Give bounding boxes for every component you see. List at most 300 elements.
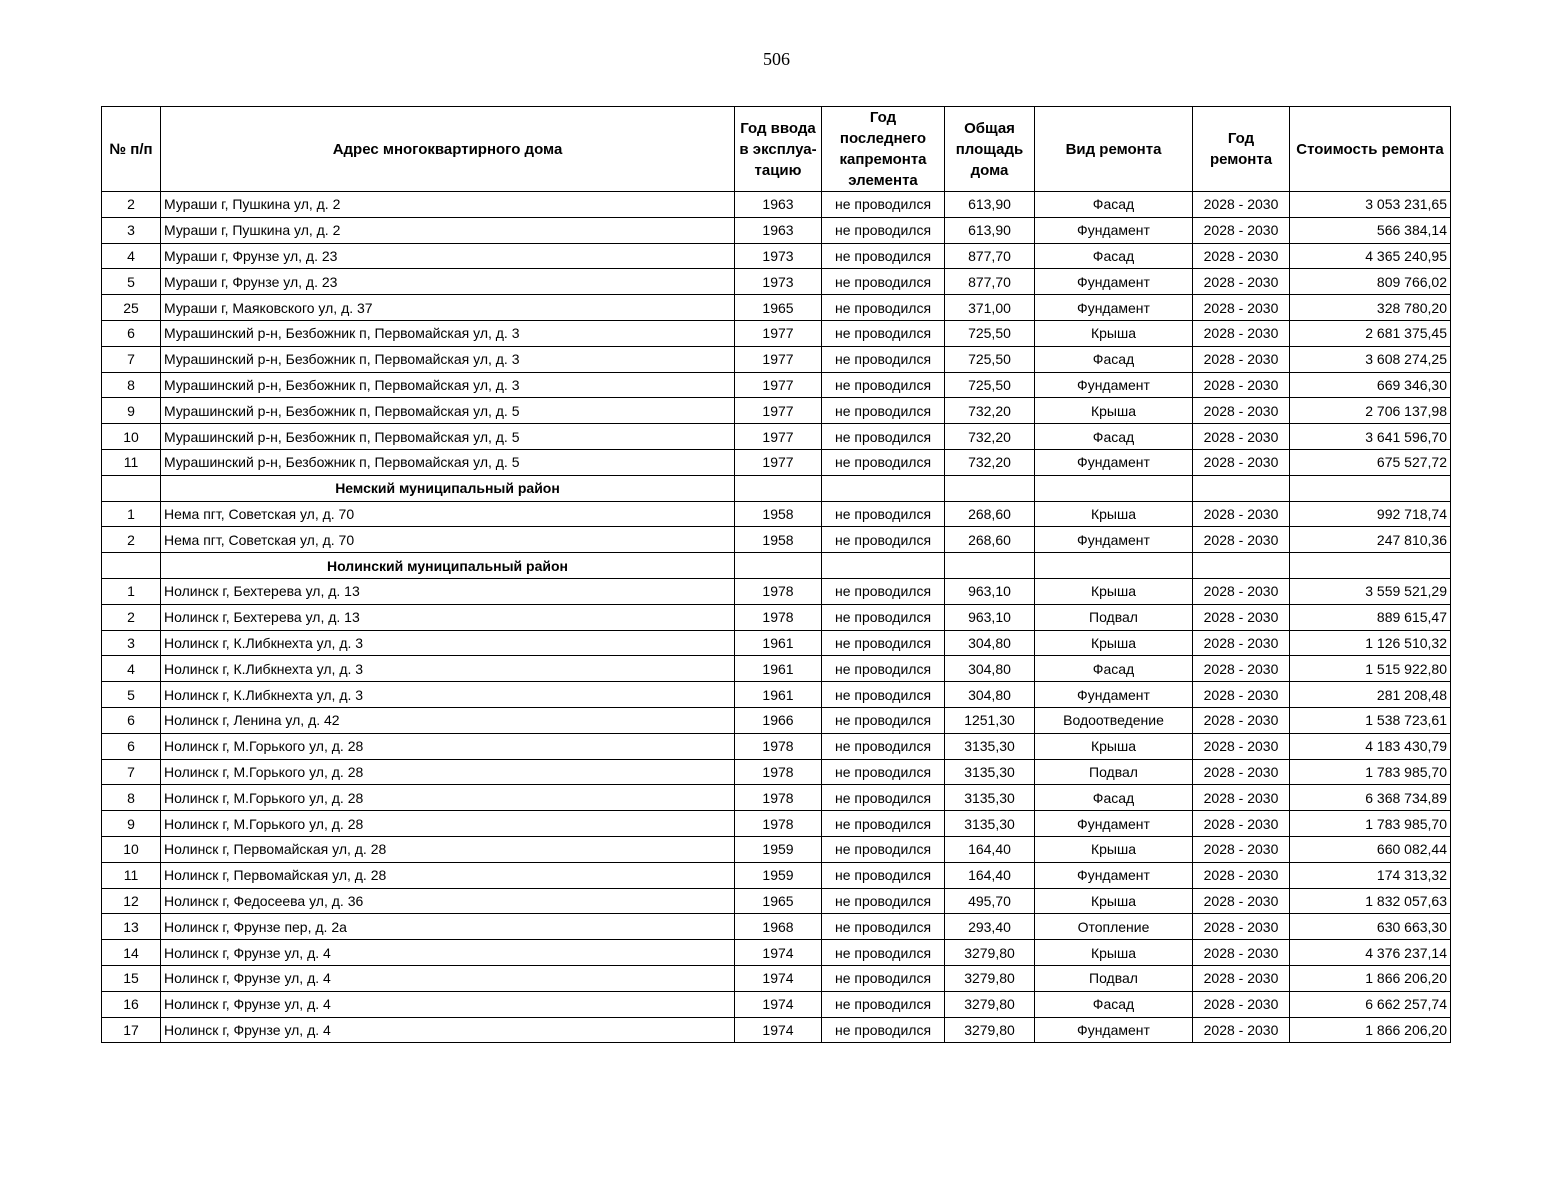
cell-last-repair: не проводился xyxy=(822,527,945,553)
table-row xyxy=(102,527,1451,553)
table-row xyxy=(102,965,1451,991)
section-title: Нолинский муниципальный район xyxy=(161,553,735,579)
cell-repair-type: Крыша xyxy=(1035,320,1193,346)
table-row xyxy=(102,682,1451,708)
section-row xyxy=(102,553,1451,579)
cell-last-repair: не проводился xyxy=(822,424,945,450)
table-row xyxy=(102,991,1451,1017)
cell-repair-year: 2028 - 2030 xyxy=(1193,217,1290,243)
cell-num: 2 xyxy=(102,604,161,630)
cell-num: 6 xyxy=(102,733,161,759)
cell-num: 8 xyxy=(102,372,161,398)
cell-last-repair: не проводился xyxy=(822,320,945,346)
empty-cell xyxy=(1035,553,1193,579)
cell-repair-type: Крыша xyxy=(1035,501,1193,527)
cell-year-built: 1977 xyxy=(735,372,822,398)
table-row xyxy=(102,630,1451,656)
table-row xyxy=(102,811,1451,837)
header-address: Адрес многоквартирного дома xyxy=(161,107,735,192)
cell-cost: 1 832 057,63 xyxy=(1290,888,1451,914)
cell-last-repair: не проводился xyxy=(822,759,945,785)
cell-year-built: 1977 xyxy=(735,320,822,346)
cell-year-built: 1963 xyxy=(735,192,822,218)
cell-repair-year: 2028 - 2030 xyxy=(1193,759,1290,785)
cell-num: 25 xyxy=(102,295,161,321)
cell-repair-type: Фундамент xyxy=(1035,527,1193,553)
cell-last-repair: не проводился xyxy=(822,811,945,837)
cell-num: 7 xyxy=(102,759,161,785)
cell-cost: 630 663,30 xyxy=(1290,914,1451,940)
cell-area: 725,50 xyxy=(945,372,1035,398)
table-row xyxy=(102,656,1451,682)
empty-cell xyxy=(945,553,1035,579)
cell-address: Нолинск г, М.Горького ул, д. 28 xyxy=(161,759,735,785)
cell-area: 963,10 xyxy=(945,604,1035,630)
cell-address: Нолинск г, Ленина ул, д. 42 xyxy=(161,707,735,733)
cell-last-repair: не проводился xyxy=(822,914,945,940)
cell-area: 3135,30 xyxy=(945,733,1035,759)
cell-num: 11 xyxy=(102,449,161,475)
cell-repair-year: 2028 - 2030 xyxy=(1193,424,1290,450)
cell-year-built: 1968 xyxy=(735,914,822,940)
cell-last-repair: не проводился xyxy=(822,269,945,295)
table-row xyxy=(102,295,1451,321)
cell-repair-type: Отопление xyxy=(1035,914,1193,940)
cell-area: 304,80 xyxy=(945,656,1035,682)
table-row xyxy=(102,707,1451,733)
cell-address: Нолинск г, Первомайская ул, д. 28 xyxy=(161,862,735,888)
header-repair-type: Вид ремонта xyxy=(1035,107,1193,192)
cell-repair-type: Фундамент xyxy=(1035,269,1193,295)
cell-cost: 809 766,02 xyxy=(1290,269,1451,295)
cell-address: Нолинск г, Первомайская ул, д. 28 xyxy=(161,836,735,862)
cell-cost: 1 783 985,70 xyxy=(1290,759,1451,785)
cell-repair-type: Фасад xyxy=(1035,346,1193,372)
cell-area: 164,40 xyxy=(945,836,1035,862)
cell-repair-year: 2028 - 2030 xyxy=(1193,914,1290,940)
header-num: № п/п xyxy=(102,107,161,192)
cell-repair-year: 2028 - 2030 xyxy=(1193,320,1290,346)
cell-last-repair: не проводился xyxy=(822,501,945,527)
cell-num: 4 xyxy=(102,243,161,269)
cell-last-repair: не проводился xyxy=(822,192,945,218)
cell-area: 613,90 xyxy=(945,217,1035,243)
cell-cost: 4 365 240,95 xyxy=(1290,243,1451,269)
table-row xyxy=(102,604,1451,630)
cell-year-built: 1974 xyxy=(735,940,822,966)
cell-repair-type: Крыша xyxy=(1035,940,1193,966)
cell-repair-type: Фундамент xyxy=(1035,449,1193,475)
cell-area: 268,60 xyxy=(945,501,1035,527)
cell-year-built: 1978 xyxy=(735,759,822,785)
table-row xyxy=(102,192,1451,218)
cell-num: 2 xyxy=(102,527,161,553)
cell-repair-year: 2028 - 2030 xyxy=(1193,243,1290,269)
cell-cost: 3 641 596,70 xyxy=(1290,424,1451,450)
cell-address: Нолинск г, М.Горького ул, д. 28 xyxy=(161,733,735,759)
table-row xyxy=(102,914,1451,940)
empty-cell xyxy=(822,553,945,579)
cell-repair-type: Фундамент xyxy=(1035,295,1193,321)
cell-repair-year: 2028 - 2030 xyxy=(1193,682,1290,708)
cell-last-repair: не проводился xyxy=(822,372,945,398)
cell-address: Нолинск г, Фрунзе пер, д. 2а xyxy=(161,914,735,940)
cell-repair-year: 2028 - 2030 xyxy=(1193,733,1290,759)
cell-repair-type: Фасад xyxy=(1035,424,1193,450)
cell-area: 877,70 xyxy=(945,243,1035,269)
cell-num: 3 xyxy=(102,217,161,243)
cell-cost: 1 866 206,20 xyxy=(1290,1017,1451,1043)
cell-last-repair: не проводился xyxy=(822,836,945,862)
cell-repair-type: Фундамент xyxy=(1035,682,1193,708)
cell-cost: 6 662 257,74 xyxy=(1290,991,1451,1017)
cell-year-built: 1959 xyxy=(735,836,822,862)
cell-area: 164,40 xyxy=(945,862,1035,888)
table-row xyxy=(102,320,1451,346)
cell-last-repair: не проводился xyxy=(822,449,945,475)
cell-repair-type: Крыша xyxy=(1035,888,1193,914)
empty-cell xyxy=(1193,475,1290,501)
cell-cost: 174 313,32 xyxy=(1290,862,1451,888)
cell-year-built: 1974 xyxy=(735,965,822,991)
cell-year-built: 1958 xyxy=(735,501,822,527)
cell-num: 6 xyxy=(102,320,161,346)
cell-repair-year: 2028 - 2030 xyxy=(1193,862,1290,888)
cell-area: 3279,80 xyxy=(945,965,1035,991)
cell-address: Нолинск г, М.Горького ул, д. 28 xyxy=(161,811,735,837)
cell-cost: 992 718,74 xyxy=(1290,501,1451,527)
cell-num: 5 xyxy=(102,682,161,708)
cell-address: Мураши г, Пушкина ул, д. 2 xyxy=(161,217,735,243)
empty-cell xyxy=(1290,553,1451,579)
empty-cell xyxy=(102,553,161,579)
table-row xyxy=(102,243,1451,269)
cell-year-built: 1963 xyxy=(735,217,822,243)
cell-address: Мурашинский р-н, Безбожник п, Первомайская ул, д. 3 xyxy=(161,346,735,372)
cell-num: 13 xyxy=(102,914,161,940)
cell-repair-year: 2028 - 2030 xyxy=(1193,346,1290,372)
cell-address: Нолинск г, К.Либкнехта ул, д. 3 xyxy=(161,682,735,708)
cell-area: 613,90 xyxy=(945,192,1035,218)
empty-cell xyxy=(1290,475,1451,501)
cell-last-repair: не проводился xyxy=(822,243,945,269)
cell-area: 304,80 xyxy=(945,630,1035,656)
cell-repair-year: 2028 - 2030 xyxy=(1193,940,1290,966)
table-row xyxy=(102,888,1451,914)
empty-cell xyxy=(1035,475,1193,501)
empty-cell xyxy=(822,475,945,501)
cell-year-built: 1978 xyxy=(735,785,822,811)
cell-cost: 4 183 430,79 xyxy=(1290,733,1451,759)
cell-address: Нолинск г, Бехтерева ул, д. 13 xyxy=(161,604,735,630)
cell-address: Мурашинский р-н, Безбожник п, Первомайская ул, д. 3 xyxy=(161,320,735,346)
cell-cost: 660 082,44 xyxy=(1290,836,1451,862)
cell-cost: 1 126 510,32 xyxy=(1290,630,1451,656)
cell-last-repair: не проводился xyxy=(822,785,945,811)
cell-repair-year: 2028 - 2030 xyxy=(1193,1017,1290,1043)
cell-cost: 247 810,36 xyxy=(1290,527,1451,553)
cell-num: 4 xyxy=(102,656,161,682)
cell-num: 6 xyxy=(102,707,161,733)
table-row xyxy=(102,398,1451,424)
cell-area: 963,10 xyxy=(945,578,1035,604)
cell-repair-year: 2028 - 2030 xyxy=(1193,192,1290,218)
cell-last-repair: не проводился xyxy=(822,888,945,914)
cell-last-repair: не проводился xyxy=(822,707,945,733)
cell-num: 9 xyxy=(102,398,161,424)
cell-address: Мурашинский р-н, Безбожник п, Первомайская ул, д. 3 xyxy=(161,372,735,398)
cell-num: 2 xyxy=(102,192,161,218)
cell-area: 1251,30 xyxy=(945,707,1035,733)
empty-cell xyxy=(735,475,822,501)
cell-repair-year: 2028 - 2030 xyxy=(1193,269,1290,295)
cell-year-built: 1961 xyxy=(735,630,822,656)
cell-repair-year: 2028 - 2030 xyxy=(1193,965,1290,991)
cell-repair-year: 2028 - 2030 xyxy=(1193,836,1290,862)
cell-repair-year: 2028 - 2030 xyxy=(1193,372,1290,398)
cell-num: 12 xyxy=(102,888,161,914)
cell-area: 725,50 xyxy=(945,346,1035,372)
cell-repair-year: 2028 - 2030 xyxy=(1193,501,1290,527)
cell-repair-year: 2028 - 2030 xyxy=(1193,527,1290,553)
cell-address: Мураши г, Фрунзе ул, д. 23 xyxy=(161,269,735,295)
cell-last-repair: не проводился xyxy=(822,656,945,682)
cell-year-built: 1978 xyxy=(735,604,822,630)
cell-repair-type: Водоотведение xyxy=(1035,707,1193,733)
cell-repair-year: 2028 - 2030 xyxy=(1193,604,1290,630)
cell-year-built: 1977 xyxy=(735,424,822,450)
header-year-built: Год ввода в эксплуа-тацию xyxy=(735,107,822,192)
cell-repair-type: Фундамент xyxy=(1035,862,1193,888)
cell-num: 15 xyxy=(102,965,161,991)
cell-year-built: 1977 xyxy=(735,449,822,475)
cell-num: 10 xyxy=(102,424,161,450)
cell-last-repair: не проводился xyxy=(822,295,945,321)
cell-cost: 675 527,72 xyxy=(1290,449,1451,475)
header-area: Общая площадь дома xyxy=(945,107,1035,192)
cell-repair-year: 2028 - 2030 xyxy=(1193,578,1290,604)
cell-repair-type: Фундамент xyxy=(1035,372,1193,398)
cell-area: 732,20 xyxy=(945,398,1035,424)
cell-address: Нема пгт, Советская ул, д. 70 xyxy=(161,527,735,553)
cell-cost: 3 608 274,25 xyxy=(1290,346,1451,372)
cell-repair-type: Фасад xyxy=(1035,243,1193,269)
cell-repair-type: Подвал xyxy=(1035,759,1193,785)
cell-cost: 281 208,48 xyxy=(1290,682,1451,708)
cell-address: Нолинск г, К.Либкнехта ул, д. 3 xyxy=(161,630,735,656)
cell-area: 732,20 xyxy=(945,449,1035,475)
cell-area: 725,50 xyxy=(945,320,1035,346)
table-row xyxy=(102,836,1451,862)
table-row xyxy=(102,733,1451,759)
cell-repair-year: 2028 - 2030 xyxy=(1193,991,1290,1017)
cell-cost: 328 780,20 xyxy=(1290,295,1451,321)
cell-repair-type: Крыша xyxy=(1035,836,1193,862)
cell-repair-type: Фундамент xyxy=(1035,217,1193,243)
cell-year-built: 1977 xyxy=(735,346,822,372)
cell-num: 14 xyxy=(102,940,161,966)
table-row xyxy=(102,372,1451,398)
cell-year-built: 1974 xyxy=(735,1017,822,1043)
cell-area: 371,00 xyxy=(945,295,1035,321)
cell-cost: 1 866 206,20 xyxy=(1290,965,1451,991)
cell-area: 3279,80 xyxy=(945,1017,1035,1043)
cell-year-built: 1978 xyxy=(735,578,822,604)
cell-num: 11 xyxy=(102,862,161,888)
cell-last-repair: не проводился xyxy=(822,862,945,888)
cell-area: 3279,80 xyxy=(945,991,1035,1017)
cell-year-built: 1973 xyxy=(735,243,822,269)
cell-area: 3279,80 xyxy=(945,940,1035,966)
header-repair-year: Год ремонта xyxy=(1193,107,1290,192)
cell-cost: 889 615,47 xyxy=(1290,604,1451,630)
cell-year-built: 1961 xyxy=(735,656,822,682)
cell-num: 16 xyxy=(102,991,161,1017)
cell-last-repair: не проводился xyxy=(822,578,945,604)
cell-num: 17 xyxy=(102,1017,161,1043)
cell-year-built: 1978 xyxy=(735,733,822,759)
cell-repair-type: Фасад xyxy=(1035,656,1193,682)
cell-cost: 566 384,14 xyxy=(1290,217,1451,243)
cell-repair-year: 2028 - 2030 xyxy=(1193,398,1290,424)
table-row xyxy=(102,1017,1451,1043)
empty-cell xyxy=(1193,553,1290,579)
table-row xyxy=(102,578,1451,604)
cell-address: Мураши г, Пушкина ул, д. 2 xyxy=(161,192,735,218)
table-header-row xyxy=(102,107,1451,192)
cell-address: Нема пгт, Советская ул, д. 70 xyxy=(161,501,735,527)
cell-address: Нолинск г, Фрунзе ул, д. 4 xyxy=(161,940,735,966)
cell-num: 7 xyxy=(102,346,161,372)
table-row xyxy=(102,346,1451,372)
cell-cost: 3 559 521,29 xyxy=(1290,578,1451,604)
cell-address: Нолинск г, Фрунзе ул, д. 4 xyxy=(161,1017,735,1043)
cell-cost: 4 376 237,14 xyxy=(1290,940,1451,966)
cell-num: 1 xyxy=(102,578,161,604)
cell-repair-type: Крыша xyxy=(1035,398,1193,424)
table-row xyxy=(102,785,1451,811)
table-row xyxy=(102,269,1451,295)
table-row xyxy=(102,217,1451,243)
cell-address: Нолинск г, Фрунзе ул, д. 4 xyxy=(161,965,735,991)
table-row xyxy=(102,424,1451,450)
cell-year-built: 1965 xyxy=(735,888,822,914)
empty-cell xyxy=(102,475,161,501)
cell-address: Мурашинский р-н, Безбожник п, Первомайская ул, д. 5 xyxy=(161,424,735,450)
cell-address: Нолинск г, М.Горького ул, д. 28 xyxy=(161,785,735,811)
cell-repair-type: Крыша xyxy=(1035,733,1193,759)
header-cost: Стоимость ремонта xyxy=(1290,107,1451,192)
cell-repair-year: 2028 - 2030 xyxy=(1193,811,1290,837)
cell-last-repair: не проводился xyxy=(822,965,945,991)
cell-last-repair: не проводился xyxy=(822,630,945,656)
cell-area: 3135,30 xyxy=(945,785,1035,811)
cell-address: Мурашинский р-н, Безбожник п, Первомайская ул, д. 5 xyxy=(161,398,735,424)
section-row xyxy=(102,475,1451,501)
cell-address: Мураши г, Маяковского ул, д. 37 xyxy=(161,295,735,321)
cell-last-repair: не проводился xyxy=(822,346,945,372)
cell-area: 268,60 xyxy=(945,527,1035,553)
cell-repair-year: 2028 - 2030 xyxy=(1193,449,1290,475)
cell-address: Нолинск г, Федосеева ул, д. 36 xyxy=(161,888,735,914)
cell-last-repair: не проводился xyxy=(822,991,945,1017)
cell-repair-type: Фундамент xyxy=(1035,811,1193,837)
cell-num: 10 xyxy=(102,836,161,862)
cell-repair-year: 2028 - 2030 xyxy=(1193,888,1290,914)
cell-year-built: 1974 xyxy=(735,991,822,1017)
cell-repair-type: Фасад xyxy=(1035,192,1193,218)
cell-address: Нолинск г, Бехтерева ул, д. 13 xyxy=(161,578,735,604)
cell-area: 293,40 xyxy=(945,914,1035,940)
cell-address: Нолинск г, К.Либкнехта ул, д. 3 xyxy=(161,656,735,682)
cell-repair-type: Подвал xyxy=(1035,604,1193,630)
empty-cell xyxy=(945,475,1035,501)
cell-repair-year: 2028 - 2030 xyxy=(1193,630,1290,656)
cell-cost: 3 053 231,65 xyxy=(1290,192,1451,218)
page-number: 506 xyxy=(763,49,790,69)
cell-year-built: 1959 xyxy=(735,862,822,888)
table-row xyxy=(102,501,1451,527)
cell-repair-type: Фасад xyxy=(1035,991,1193,1017)
cell-cost: 1 538 723,61 xyxy=(1290,707,1451,733)
cell-num: 8 xyxy=(102,785,161,811)
empty-cell xyxy=(735,553,822,579)
table-row xyxy=(102,759,1451,785)
cell-num: 1 xyxy=(102,501,161,527)
cell-year-built: 1958 xyxy=(735,527,822,553)
cell-repair-type: Фасад xyxy=(1035,785,1193,811)
cell-last-repair: не проводился xyxy=(822,733,945,759)
cell-cost: 2 681 375,45 xyxy=(1290,320,1451,346)
cell-repair-type: Фундамент xyxy=(1035,1017,1193,1043)
cell-area: 3135,30 xyxy=(945,811,1035,837)
cell-repair-year: 2028 - 2030 xyxy=(1193,707,1290,733)
cell-repair-year: 2028 - 2030 xyxy=(1193,785,1290,811)
cell-cost: 1 783 985,70 xyxy=(1290,811,1451,837)
cell-year-built: 1966 xyxy=(735,707,822,733)
repair-table xyxy=(101,106,1451,1043)
cell-last-repair: не проводился xyxy=(822,682,945,708)
cell-year-built: 1978 xyxy=(735,811,822,837)
cell-year-built: 1977 xyxy=(735,398,822,424)
cell-year-built: 1973 xyxy=(735,269,822,295)
cell-area: 495,70 xyxy=(945,888,1035,914)
table-row xyxy=(102,449,1451,475)
cell-last-repair: не проводился xyxy=(822,940,945,966)
cell-repair-type: Крыша xyxy=(1035,578,1193,604)
cell-num: 5 xyxy=(102,269,161,295)
cell-year-built: 1961 xyxy=(735,682,822,708)
cell-cost: 6 368 734,89 xyxy=(1290,785,1451,811)
cell-cost: 2 706 137,98 xyxy=(1290,398,1451,424)
cell-area: 877,70 xyxy=(945,269,1035,295)
cell-repair-type: Подвал xyxy=(1035,965,1193,991)
cell-year-built: 1965 xyxy=(735,295,822,321)
cell-area: 3135,30 xyxy=(945,759,1035,785)
cell-address: Мураши г, Фрунзе ул, д. 23 xyxy=(161,243,735,269)
cell-address: Мурашинский р-н, Безбожник п, Первомайская ул, д. 5 xyxy=(161,449,735,475)
cell-repair-year: 2028 - 2030 xyxy=(1193,656,1290,682)
cell-last-repair: не проводился xyxy=(822,604,945,630)
section-title: Немский муниципальный район xyxy=(161,475,735,501)
cell-repair-year: 2028 - 2030 xyxy=(1193,295,1290,321)
cell-last-repair: не проводился xyxy=(822,398,945,424)
cell-address: Нолинск г, Фрунзе ул, д. 4 xyxy=(161,991,735,1017)
table-body xyxy=(102,192,1451,1043)
cell-area: 732,20 xyxy=(945,424,1035,450)
cell-area: 304,80 xyxy=(945,682,1035,708)
table-row xyxy=(102,940,1451,966)
